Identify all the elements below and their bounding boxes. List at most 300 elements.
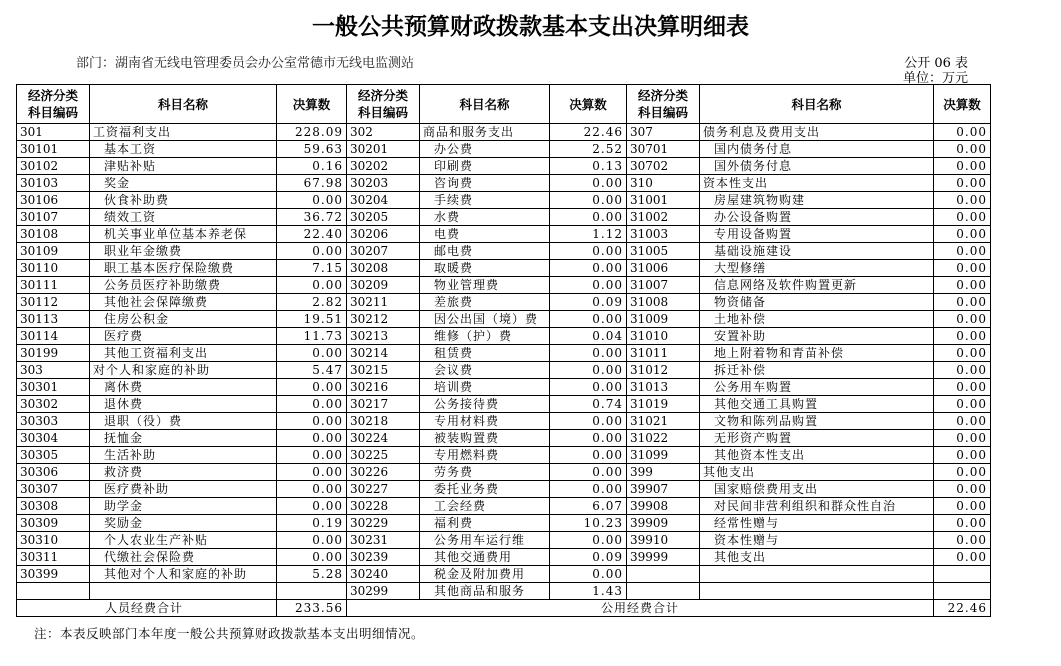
header-amount-2: 决算数 — [550, 85, 627, 124]
table-row — [17, 141, 991, 158]
name-cell: 委托业务费 — [420, 481, 550, 498]
code-cell: 30213 — [347, 328, 420, 345]
table-row — [17, 583, 991, 600]
name-cell: 租赁费 — [420, 345, 550, 362]
table-row — [17, 515, 991, 532]
code-cell: 30109 — [17, 243, 90, 260]
code-cell: 30113 — [17, 311, 90, 328]
name-cell: 救济费 — [90, 464, 277, 481]
table-row — [17, 481, 991, 498]
code-cell: 31003 — [627, 226, 700, 243]
code-cell: 30302 — [17, 396, 90, 413]
table-row — [17, 243, 991, 260]
code-cell: 39909 — [627, 515, 700, 532]
code-cell: 30207 — [347, 243, 420, 260]
amount-cell: 0.00 — [277, 396, 347, 413]
name-cell: 拆迁补偿 — [700, 362, 934, 379]
amount-cell: 0.74 — [550, 396, 627, 413]
amount-cell: 0.00 — [550, 209, 627, 226]
amount-cell: 5.47 — [277, 362, 347, 379]
page-title: 一般公共预算财政拨款基本支出决算明细表 — [312, 14, 749, 40]
amount-cell: 0.00 — [934, 464, 991, 481]
amount-cell: 0.00 — [934, 549, 991, 566]
name-cell: 无形资产购置 — [700, 430, 934, 447]
amount-cell: 1.43 — [550, 583, 627, 600]
name-cell: 取暖费 — [420, 260, 550, 277]
amount-cell — [934, 583, 991, 600]
amount-cell: 0.00 — [934, 413, 991, 430]
amount-cell: 0.09 — [550, 294, 627, 311]
table-row — [17, 345, 991, 362]
name-cell: 住房公积金 — [90, 311, 277, 328]
amount-cell: 0.00 — [934, 362, 991, 379]
code-cell: 30217 — [347, 396, 420, 413]
amount-cell: 0.00 — [277, 345, 347, 362]
name-cell: 维修（护）费 — [420, 328, 550, 345]
amount-cell — [277, 583, 347, 600]
code-cell: 30305 — [17, 447, 90, 464]
code-cell: 30307 — [17, 481, 90, 498]
code-cell: 301 — [17, 124, 90, 141]
name-cell: 因公出国（境）费 — [420, 311, 550, 328]
amount-cell: 22.40 — [277, 226, 347, 243]
code-cell: 31019 — [627, 396, 700, 413]
name-cell: 其他资本性支出 — [700, 447, 934, 464]
name-cell: 邮电费 — [420, 243, 550, 260]
header-code-3: 经济分类 科目编码 — [627, 85, 700, 124]
name-cell: 助学金 — [90, 498, 277, 515]
amount-cell: 0.00 — [550, 447, 627, 464]
amount-cell: 0.16 — [277, 158, 347, 175]
code-cell: 303 — [17, 362, 90, 379]
name-cell: 职业年金缴费 — [90, 243, 277, 260]
amount-cell: 7.15 — [277, 260, 347, 277]
code-cell: 30216 — [347, 379, 420, 396]
code-cell: 30211 — [347, 294, 420, 311]
code-cell: 30224 — [347, 430, 420, 447]
amount-cell: 0.00 — [934, 243, 991, 260]
name-cell: 职工基本医疗保险缴费 — [90, 260, 277, 277]
name-cell: 其他支出 — [700, 549, 934, 566]
code-cell: 30701 — [627, 141, 700, 158]
code-cell: 30215 — [347, 362, 420, 379]
code-cell: 30310 — [17, 532, 90, 549]
code-cell: 31006 — [627, 260, 700, 277]
footnote: 注：本表反映部门本年度一般公共预算财政拨款基本支出明细情况。 — [34, 626, 425, 641]
amount-cell: 0.00 — [934, 260, 991, 277]
name-cell: 专用材料费 — [420, 413, 550, 430]
name-cell: 公务员医疗补助缴费 — [90, 277, 277, 294]
table-row — [17, 549, 991, 566]
name-cell: 机关事业单位基本养老保 — [90, 226, 277, 243]
amount-cell: 0.19 — [277, 515, 347, 532]
name-cell: 会议费 — [420, 362, 550, 379]
name-cell: 办公设备购置 — [700, 209, 934, 226]
name-cell: 债务利息及费用支出 — [700, 124, 934, 141]
code-cell: 30311 — [17, 549, 90, 566]
amount-cell: 0.00 — [934, 294, 991, 311]
expenditure-table — [16, 84, 991, 617]
header-name-1: 科目名称 — [90, 85, 277, 124]
name-cell: 医疗费 — [90, 328, 277, 345]
code-cell: 30101 — [17, 141, 90, 158]
name-cell: 商品和服务支出 — [420, 124, 550, 141]
name-cell: 专用燃料费 — [420, 447, 550, 464]
table-row — [17, 430, 991, 447]
amount-cell: 0.00 — [550, 260, 627, 277]
name-cell: 咨询费 — [420, 175, 550, 192]
unit-label: 单位：万元 — [902, 71, 968, 86]
code-cell: 30239 — [347, 549, 420, 566]
code-cell: 30209 — [347, 277, 420, 294]
table-row — [17, 294, 991, 311]
amount-cell: 0.00 — [934, 515, 991, 532]
amount-cell: 0.00 — [277, 430, 347, 447]
code-cell: 39907 — [627, 481, 700, 498]
amount-cell: 5.28 — [277, 566, 347, 583]
table-row — [17, 566, 991, 583]
name-cell: 国内债务付息 — [700, 141, 934, 158]
table-row — [17, 277, 991, 294]
name-cell: 生活补助 — [90, 447, 277, 464]
code-cell: 30303 — [17, 413, 90, 430]
header-name-2: 科目名称 — [420, 85, 550, 124]
amount-cell: 0.00 — [550, 192, 627, 209]
amount-cell: 0.00 — [277, 447, 347, 464]
header-amount-3: 决算数 — [934, 85, 991, 124]
code-cell: 30299 — [347, 583, 420, 600]
amount-cell: 0.00 — [550, 277, 627, 294]
name-cell: 税金及附加费用 — [420, 566, 550, 583]
name-cell: 国外债务付息 — [700, 158, 934, 175]
name-cell: 对个人和家庭的补助 — [90, 362, 277, 379]
table-row — [17, 192, 991, 209]
code-cell: 31099 — [627, 447, 700, 464]
amount-cell: 0.00 — [934, 396, 991, 413]
amount-cell: 0.00 — [934, 498, 991, 515]
code-cell: 31021 — [627, 413, 700, 430]
name-cell: 伙食补助费 — [90, 192, 277, 209]
name-cell: 信息网络及软件购置更新 — [700, 277, 934, 294]
table-row — [17, 226, 991, 243]
code-cell: 39910 — [627, 532, 700, 549]
name-cell: 经常性赠与 — [700, 515, 934, 532]
table-row — [17, 447, 991, 464]
code-cell: 39999 — [627, 549, 700, 566]
amount-cell: 0.00 — [550, 566, 627, 583]
name-cell: 其他交通费用 — [420, 549, 550, 566]
name-cell: 公务接待费 — [420, 396, 550, 413]
personnel-total-value: 233.56 — [277, 600, 347, 617]
name-cell: 其他支出 — [700, 464, 934, 481]
header-amount-1: 决算数 — [277, 85, 347, 124]
code-cell: 30308 — [17, 498, 90, 515]
name-cell: 物业管理费 — [420, 277, 550, 294]
name-cell: 水费 — [420, 209, 550, 226]
amount-cell: 0.00 — [277, 549, 347, 566]
name-cell: 福利费 — [420, 515, 550, 532]
amount-cell: 0.04 — [550, 328, 627, 345]
name-cell: 差旅费 — [420, 294, 550, 311]
name-cell: 奖励金 — [90, 515, 277, 532]
code-cell: 31001 — [627, 192, 700, 209]
amount-cell: 0.00 — [550, 430, 627, 447]
table-row — [17, 413, 991, 430]
name-cell: 手续费 — [420, 192, 550, 209]
name-cell — [700, 566, 934, 583]
code-cell: 30208 — [347, 260, 420, 277]
code-cell: 399 — [627, 464, 700, 481]
name-cell: 资本性赠与 — [700, 532, 934, 549]
amount-cell: 0.00 — [277, 481, 347, 498]
code-cell: 30111 — [17, 277, 90, 294]
name-cell: 地上附着物和青苗补偿 — [700, 345, 934, 362]
amount-cell: 0.00 — [550, 345, 627, 362]
code-cell: 30218 — [347, 413, 420, 430]
public-total-label: 公用经费合计 — [347, 600, 934, 617]
name-cell: 公务用车购置 — [700, 379, 934, 396]
code-cell: 30240 — [347, 566, 420, 583]
name-cell: 其他社会保障缴费 — [90, 294, 277, 311]
name-cell: 其他工资福利支出 — [90, 345, 277, 362]
name-cell: 工资福利支出 — [90, 124, 277, 141]
amount-cell: 0.00 — [934, 430, 991, 447]
code-cell — [17, 583, 90, 600]
amount-cell: 1.12 — [550, 226, 627, 243]
amount-cell: 0.00 — [277, 277, 347, 294]
amount-cell — [934, 566, 991, 583]
code-cell: 30229 — [347, 515, 420, 532]
amount-cell: 0.00 — [934, 141, 991, 158]
code-cell: 30114 — [17, 328, 90, 345]
table-row — [17, 124, 991, 141]
table-row — [17, 328, 991, 345]
code-cell: 302 — [347, 124, 420, 141]
amount-cell: 0.00 — [550, 243, 627, 260]
name-cell: 代缴社会保险费 — [90, 549, 277, 566]
code-cell: 30206 — [347, 226, 420, 243]
amount-cell: 0.00 — [277, 243, 347, 260]
code-cell: 31002 — [627, 209, 700, 226]
name-cell: 培训费 — [420, 379, 550, 396]
code-cell: 30301 — [17, 379, 90, 396]
name-cell: 电费 — [420, 226, 550, 243]
name-cell: 被装购置费 — [420, 430, 550, 447]
code-cell: 30399 — [17, 566, 90, 583]
amount-cell: 0.00 — [934, 277, 991, 294]
amount-cell: 0.00 — [934, 481, 991, 498]
code-cell: 30225 — [347, 447, 420, 464]
amount-cell: 0.00 — [550, 481, 627, 498]
code-cell — [627, 566, 700, 583]
amount-cell: 67.98 — [277, 175, 347, 192]
code-cell: 30306 — [17, 464, 90, 481]
amount-cell: 0.00 — [934, 532, 991, 549]
amount-cell: 0.00 — [934, 447, 991, 464]
code-cell: 31005 — [627, 243, 700, 260]
name-cell: 大型修缮 — [700, 260, 934, 277]
code-cell: 31008 — [627, 294, 700, 311]
code-cell: 30199 — [17, 345, 90, 362]
table-row — [17, 464, 991, 481]
name-cell: 物资储备 — [700, 294, 934, 311]
code-cell: 39908 — [627, 498, 700, 515]
code-cell — [627, 583, 700, 600]
code-cell: 30227 — [347, 481, 420, 498]
amount-cell: 0.00 — [550, 413, 627, 430]
amount-cell: 0.00 — [934, 328, 991, 345]
amount-cell: 0.00 — [934, 345, 991, 362]
amount-cell: 0.00 — [934, 192, 991, 209]
code-cell: 307 — [627, 124, 700, 141]
code-cell: 30102 — [17, 158, 90, 175]
amount-cell: 0.00 — [550, 311, 627, 328]
amount-cell: 0.00 — [934, 209, 991, 226]
code-cell: 30304 — [17, 430, 90, 447]
name-cell — [700, 583, 934, 600]
code-cell: 30202 — [347, 158, 420, 175]
amount-cell: 59.63 — [277, 141, 347, 158]
code-cell: 30203 — [347, 175, 420, 192]
amount-cell: 0.00 — [934, 175, 991, 192]
name-cell: 奖金 — [90, 175, 277, 192]
code-cell: 30204 — [347, 192, 420, 209]
name-cell: 津贴补贴 — [90, 158, 277, 175]
code-cell: 30231 — [347, 532, 420, 549]
code-cell: 30214 — [347, 345, 420, 362]
name-cell: 抚恤金 — [90, 430, 277, 447]
amount-cell: 0.13 — [550, 158, 627, 175]
amount-cell: 19.51 — [277, 311, 347, 328]
amount-cell: 0.00 — [277, 532, 347, 549]
name-cell: 劳务费 — [420, 464, 550, 481]
name-cell: 土地补偿 — [700, 311, 934, 328]
name-cell: 办公费 — [420, 141, 550, 158]
code-cell: 30110 — [17, 260, 90, 277]
amount-cell: 6.07 — [550, 498, 627, 515]
name-cell: 专用设备购置 — [700, 226, 934, 243]
code-cell: 31022 — [627, 430, 700, 447]
code-cell: 30309 — [17, 515, 90, 532]
name-cell: 安置补助 — [700, 328, 934, 345]
amount-cell: 0.00 — [934, 226, 991, 243]
table-header-row — [17, 85, 991, 124]
name-cell: 其他对个人和家庭的补助 — [90, 566, 277, 583]
amount-cell: 0.00 — [550, 379, 627, 396]
name-cell: 公务用车运行维 — [420, 532, 550, 549]
amount-cell: 0.00 — [277, 413, 347, 430]
code-cell: 31007 — [627, 277, 700, 294]
table-row — [17, 175, 991, 192]
totals-row — [17, 600, 991, 617]
name-cell — [90, 583, 277, 600]
code-cell: 30112 — [17, 294, 90, 311]
amount-cell: 0.00 — [277, 192, 347, 209]
amount-cell: 0.00 — [550, 532, 627, 549]
amount-cell: 228.09 — [277, 124, 347, 141]
amount-cell: 10.23 — [550, 515, 627, 532]
amount-cell: 2.52 — [550, 141, 627, 158]
name-cell: 文物和陈列品购置 — [700, 413, 934, 430]
amount-cell: 0.00 — [550, 362, 627, 379]
name-cell: 印刷费 — [420, 158, 550, 175]
amount-cell: 0.00 — [550, 175, 627, 192]
table-row — [17, 532, 991, 549]
name-cell: 个人农业生产补贴 — [90, 532, 277, 549]
amount-cell: 0.00 — [550, 464, 627, 481]
code-cell: 30228 — [347, 498, 420, 515]
table-row — [17, 158, 991, 175]
table-row — [17, 498, 991, 515]
amount-cell: 36.72 — [277, 209, 347, 226]
amount-cell: 2.82 — [277, 294, 347, 311]
amount-cell: 0.00 — [934, 158, 991, 175]
amount-cell: 0.00 — [934, 124, 991, 141]
code-cell: 30103 — [17, 175, 90, 192]
code-cell: 310 — [627, 175, 700, 192]
table-row — [17, 362, 991, 379]
code-cell: 30107 — [17, 209, 90, 226]
code-cell: 31009 — [627, 311, 700, 328]
name-cell: 工会经费 — [420, 498, 550, 515]
code-cell: 31012 — [627, 362, 700, 379]
table-row — [17, 379, 991, 396]
amount-cell: 0.00 — [934, 379, 991, 396]
name-cell: 国家赔偿费用支出 — [700, 481, 934, 498]
name-cell: 绩效工资 — [90, 209, 277, 226]
table-row — [17, 311, 991, 328]
form-number: 公开 06 表 — [904, 56, 968, 71]
code-cell: 30212 — [347, 311, 420, 328]
name-cell: 资本性支出 — [700, 175, 934, 192]
amount-cell: 11.73 — [277, 328, 347, 345]
code-cell: 30201 — [347, 141, 420, 158]
table-row — [17, 260, 991, 277]
code-cell: 31010 — [627, 328, 700, 345]
name-cell: 基本工资 — [90, 141, 277, 158]
code-cell: 30205 — [347, 209, 420, 226]
name-cell: 其他交通工具购置 — [700, 396, 934, 413]
code-cell: 31013 — [627, 379, 700, 396]
header-name-3: 科目名称 — [700, 85, 934, 124]
code-cell: 30702 — [627, 158, 700, 175]
department-label: 部门：湖南省无线电管理委员会办公室常德市无线电监测站 — [76, 56, 415, 71]
name-cell: 其他商品和服务 — [420, 583, 550, 600]
table-row — [17, 209, 991, 226]
amount-cell: 0.09 — [550, 549, 627, 566]
public-total-value: 22.46 — [934, 600, 991, 617]
name-cell: 退职（役）费 — [90, 413, 277, 430]
name-cell: 房屋建筑物购建 — [700, 192, 934, 209]
amount-cell: 0.00 — [277, 464, 347, 481]
code-cell: 30108 — [17, 226, 90, 243]
code-cell: 30226 — [347, 464, 420, 481]
amount-cell: 0.00 — [277, 498, 347, 515]
name-cell: 退休费 — [90, 396, 277, 413]
name-cell: 对民间非营利组织和群众性自治 — [700, 498, 934, 515]
name-cell: 离休费 — [90, 379, 277, 396]
personnel-total-label: 人员经费合计 — [17, 600, 277, 617]
table-row — [17, 396, 991, 413]
header-code-1: 经济分类 科目编码 — [17, 85, 90, 124]
amount-cell: 0.00 — [277, 379, 347, 396]
code-cell: 31011 — [627, 345, 700, 362]
name-cell: 医疗费补助 — [90, 481, 277, 498]
amount-cell: 0.00 — [934, 311, 991, 328]
name-cell: 基础设施建设 — [700, 243, 934, 260]
amount-cell: 22.46 — [550, 124, 627, 141]
code-cell: 30106 — [17, 192, 90, 209]
